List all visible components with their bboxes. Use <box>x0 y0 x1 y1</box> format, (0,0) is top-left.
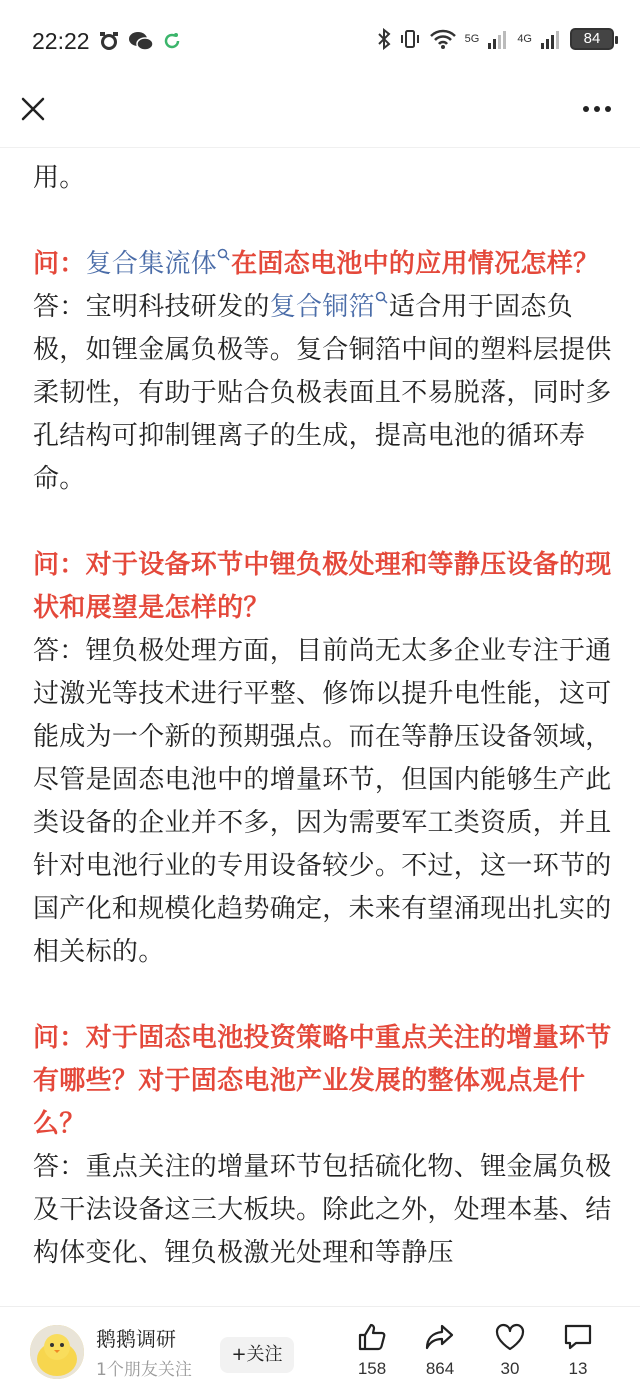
like-count: 158 <box>357 1359 387 1378</box>
friends-following: 1个朋友关注 <box>96 1360 192 1380</box>
spacer <box>33 200 613 243</box>
keyword-link-composite-copper-foil[interactable]: 复合铜箔 <box>269 292 375 322</box>
bottom-bar <box>0 1306 640 1400</box>
wifi-icon <box>429 28 457 50</box>
signal-icon-2 <box>540 28 562 50</box>
answer-2: 答：锂负极处理方面，目前尚无太多企业专注于通过激光等技术进行平整、修饰以提升电性能，这可能成为一个新的预期强点。而在等静压设备领域，尽管是固态电池中的增量环节，但国内能够生产此类设备的企业并不多，因为需要军工类资质，并且针对电池行业的专用设备较少。不过，这一环节的国产化和规模化趋势确定，未来有望涌现出扎实的相关标的。 <box>33 636 612 967</box>
favorite-button[interactable] <box>480 1317 540 1379</box>
spacer <box>33 974 613 1017</box>
close-icon[interactable] <box>18 94 48 124</box>
status-left-icons <box>98 30 182 52</box>
status-time: 22:22 <box>32 28 90 54</box>
bluetooth-icon <box>377 28 391 50</box>
comment-button[interactable] <box>548 1317 608 1379</box>
search-icon[interactable] <box>375 291 389 305</box>
chick-avatar-icon <box>30 1325 84 1379</box>
sync-icon <box>162 31 182 51</box>
question-2: 问：对于设备环节中锂负极处理和等静压设备的现状和展望是怎样的？ <box>33 550 612 623</box>
share-icon <box>424 1321 456 1353</box>
top-nav <box>0 86 640 148</box>
question-1-rest: 在固态电池中的应用情况怎样？ <box>231 249 600 279</box>
comment-icon <box>562 1321 594 1353</box>
status-bar <box>0 0 640 86</box>
keyword-link-composite-current-collector[interactable]: 复合集流体 <box>85 249 218 279</box>
follow-button[interactable]: +关注 <box>220 1337 294 1373</box>
answer-3: 答：重点关注的增量环节包括硫化物、锂金属负极及干法设备这三大板块。除此之外，处理本基、结构体变化、锂负极激光处理和等静压 <box>33 1152 612 1268</box>
spacer <box>33 501 613 544</box>
vibrate-icon <box>399 28 421 50</box>
network-label-1: 5G <box>464 33 480 45</box>
article-body <box>33 148 613 1306</box>
thumbs-up-icon <box>356 1321 388 1353</box>
more-icon[interactable] <box>582 104 612 114</box>
share-count: 864 <box>425 1359 455 1378</box>
comment-count: 13 <box>568 1359 588 1378</box>
share-button[interactable] <box>410 1317 470 1379</box>
question-1 <box>33 243 613 286</box>
author-name[interactable]: 鹅鹅调研 <box>96 1327 176 1351</box>
favorite-count: 30 <box>500 1359 520 1378</box>
answer-1 <box>33 286 613 501</box>
question-3: 问：对于固态电池投资策略中重点关注的增量环节有哪些？对于固态电池产业发展的整体观点是什么？ <box>33 1023 612 1139</box>
question-1-prefix: 问： <box>33 249 86 279</box>
network-label-2: 4G <box>517 33 532 45</box>
answer-1-rest: 适合用于固态负极，如锂金属负极等。复合铜箔中间的塑料层提供柔韧性，有助于贴合负极表面且不易脱落，同时多孔结构可抑制锂离子的生成，提高电池的循环寿命。 <box>33 292 612 494</box>
answer-1-prefix: 答：宝明科技研发的 <box>33 292 270 322</box>
heart-icon <box>494 1321 526 1353</box>
paragraph-continued: 用。 <box>33 163 86 193</box>
search-icon[interactable] <box>217 248 231 262</box>
signal-icon-1 <box>487 28 509 50</box>
status-right-icons <box>377 28 614 50</box>
wechat-icon <box>128 30 154 52</box>
alarm-icon <box>98 30 120 52</box>
battery-indicator: 84 <box>570 28 614 50</box>
avatar[interactable] <box>30 1325 84 1379</box>
like-button[interactable] <box>342 1317 402 1379</box>
